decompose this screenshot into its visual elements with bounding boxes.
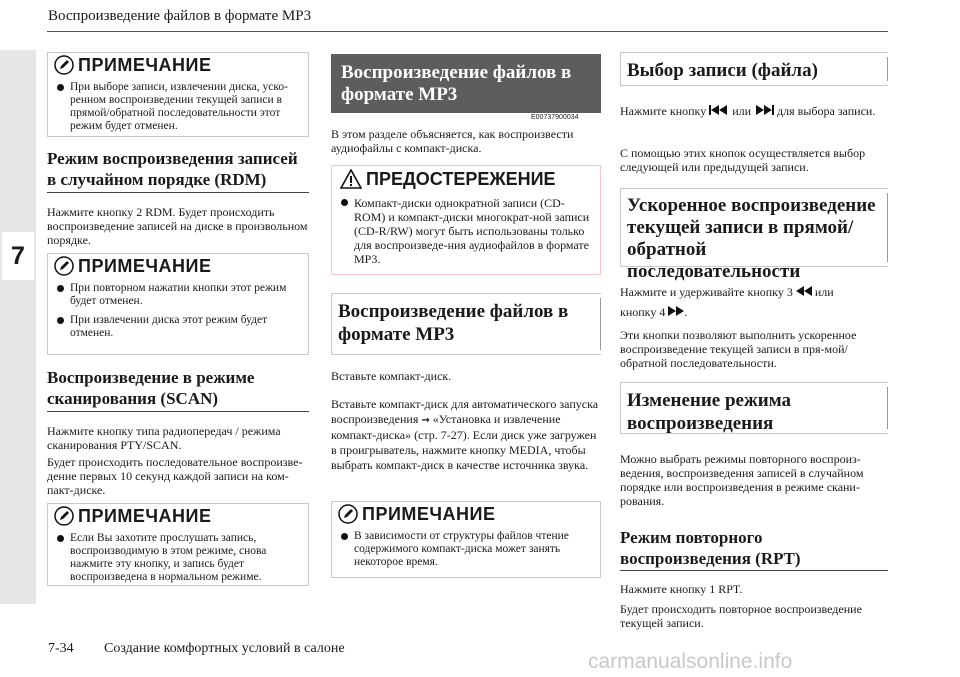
note-box-3 (47, 503, 309, 586)
warning-item: Компакт-диски однократной записи (CD-ROM) и компакт-диски многократ-ной записи (CD-R/RW) могут быть использованы только для воспроизведе-ния аудиофайлов в формате MP3. (332, 196, 594, 266)
note-box-1 (47, 52, 309, 137)
header-rule (47, 31, 888, 32)
note-header (48, 53, 308, 77)
bullet-icon (57, 317, 64, 324)
bullet-icon (57, 535, 64, 542)
heading-rule (47, 411, 309, 412)
bullet-icon (341, 199, 348, 206)
note-header (48, 504, 308, 528)
arrow-icon: → (421, 415, 430, 426)
note-label: ПРИМЕЧАНИЕ (362, 503, 496, 524)
chapter-number: 7 (2, 232, 34, 280)
note-header (48, 254, 308, 278)
note-box-2 (47, 253, 309, 355)
pencil-icon (54, 256, 74, 276)
warning-header (332, 166, 600, 192)
pencil-icon (54, 55, 74, 75)
pencil-icon (338, 504, 358, 524)
page-header-title: Воспроизведение файлов в формате MP3 (48, 8, 312, 24)
note-item: В зависимости от структуры файлов чтение содержимого компакт-диска может занять некоторое время. (332, 530, 594, 569)
mode-heading: Изменение режима воспроизведения (620, 382, 888, 434)
ff-text-1: Нажмите и удерживайте кнопку 3 или кнопку 4 . (620, 285, 834, 319)
fast-forward-icon (668, 306, 684, 316)
ff-text-2: Эти кнопки позволяют выполнить ускоренное воспроизведение текущей записи в пря-мой/обратной последовательности. (620, 328, 857, 370)
note-label: ПРИМЕЧАНИЕ (78, 505, 212, 526)
section-code: E00737900034 (531, 114, 579, 121)
bullet-icon (57, 285, 64, 292)
play-heading: Воспроизведение файлов в формате MP3 (331, 293, 601, 355)
watermark: carmanualsonline.info (588, 650, 793, 673)
select-heading: Выбор записи (файла) (620, 52, 888, 86)
note-box-4 (331, 501, 601, 578)
scan-text-2: Будет происходить последовательное воспроизве-дение первых 10 секунд каждой записи на ком-пакт-диске. (47, 455, 303, 497)
fast-forward-heading: Ускоренное воспроизведение текущей записи в прямой/ обратной последовательности (620, 188, 888, 267)
next-track-icon (754, 105, 774, 115)
note-item: При повторном нажатии кнопки этот режим будет отменен. (48, 282, 302, 308)
note-item: При извлечении диска этот режим будет отменен. (48, 314, 302, 340)
note-header (332, 502, 600, 526)
warning-label: ПРЕДОСТЕРЕЖЕНИЕ (366, 168, 556, 189)
rdm-heading: Режим воспроизведения записей в случайном порядке (RDM) (47, 149, 298, 189)
footer-section-title: Создание комфортных условий в салоне (104, 641, 345, 656)
rpt-text-1: Нажмите кнопку 1 RPT. (620, 582, 743, 596)
scan-text-1: Нажмите кнопку типа радиопередач / режима сканирования PTY/SCAN. (47, 424, 281, 452)
rewind-icon (796, 286, 812, 296)
note-label: ПРИМЕЧАНИЕ (78, 255, 212, 276)
page-number: 7-34 (48, 641, 74, 656)
insert-text-1: Вставьте компакт-диск. (331, 369, 452, 383)
rpt-text-2: Будет происходить повторное воспроизведение текущей записи. (620, 602, 862, 630)
heading-rule (47, 192, 309, 193)
insert-text-2: Вставьте компакт-диск для автоматического запуска воспроизведения → «Установка и извлечение компакт-диска» (стр. 7-27). Если диск уже загружен в проигрыватель, нажмите кнопку MEDIA, чтобы выбрать компакт-диск в качестве источника звука. (331, 397, 599, 472)
warning-box (331, 165, 601, 275)
rdm-text: Нажмите кнопку 2 RDM. Будет происходить воспроизведение записей на диске в произвольном порядке. (47, 205, 308, 247)
previous-track-icon (709, 105, 729, 115)
bullet-icon (57, 84, 64, 91)
mode-text: Можно выбрать режимы повторного воспроиз-ведения, воспроизведения записей в случайном порядке или воспроизведения в режиме скани-рования. (620, 452, 864, 508)
bullet-icon (341, 533, 348, 540)
select-text-1: Нажмите кнопку или для выбора записи. (620, 104, 876, 118)
pencil-icon (54, 506, 74, 526)
note-item: При выборе записи, извлечении диска, уско-ренном воспроизведении текущей записи в прямой/обратной последовательности этот режим будет отменен. (48, 81, 302, 133)
chapter-side-band (0, 50, 36, 604)
section-intro: В этом разделе объясняется, как воспроизвести аудиофайлы с компакт-диска. (331, 127, 574, 155)
select-text-2: С помощью этих кнопок осуществляется выбор следующей или предыдущей записи. (620, 146, 866, 174)
rpt-heading: Режим повторного воспроизведения (RPT) (620, 528, 801, 568)
heading-rule (620, 570, 888, 571)
section-main-title: Воспроизведение файлов в формате MP3 (331, 54, 601, 113)
note-label: ПРИМЕЧАНИЕ (78, 54, 212, 75)
warning-triangle-icon (340, 169, 362, 189)
note-item: Если Вы захотите прослушать запись, воспроизводимую в этом режиме, снова нажмите эту кнопку, и запись будет воспроизведена в нормальном режиме. (48, 532, 302, 584)
scan-heading: Воспроизведение в режиме сканирования (SCAN) (47, 368, 255, 408)
